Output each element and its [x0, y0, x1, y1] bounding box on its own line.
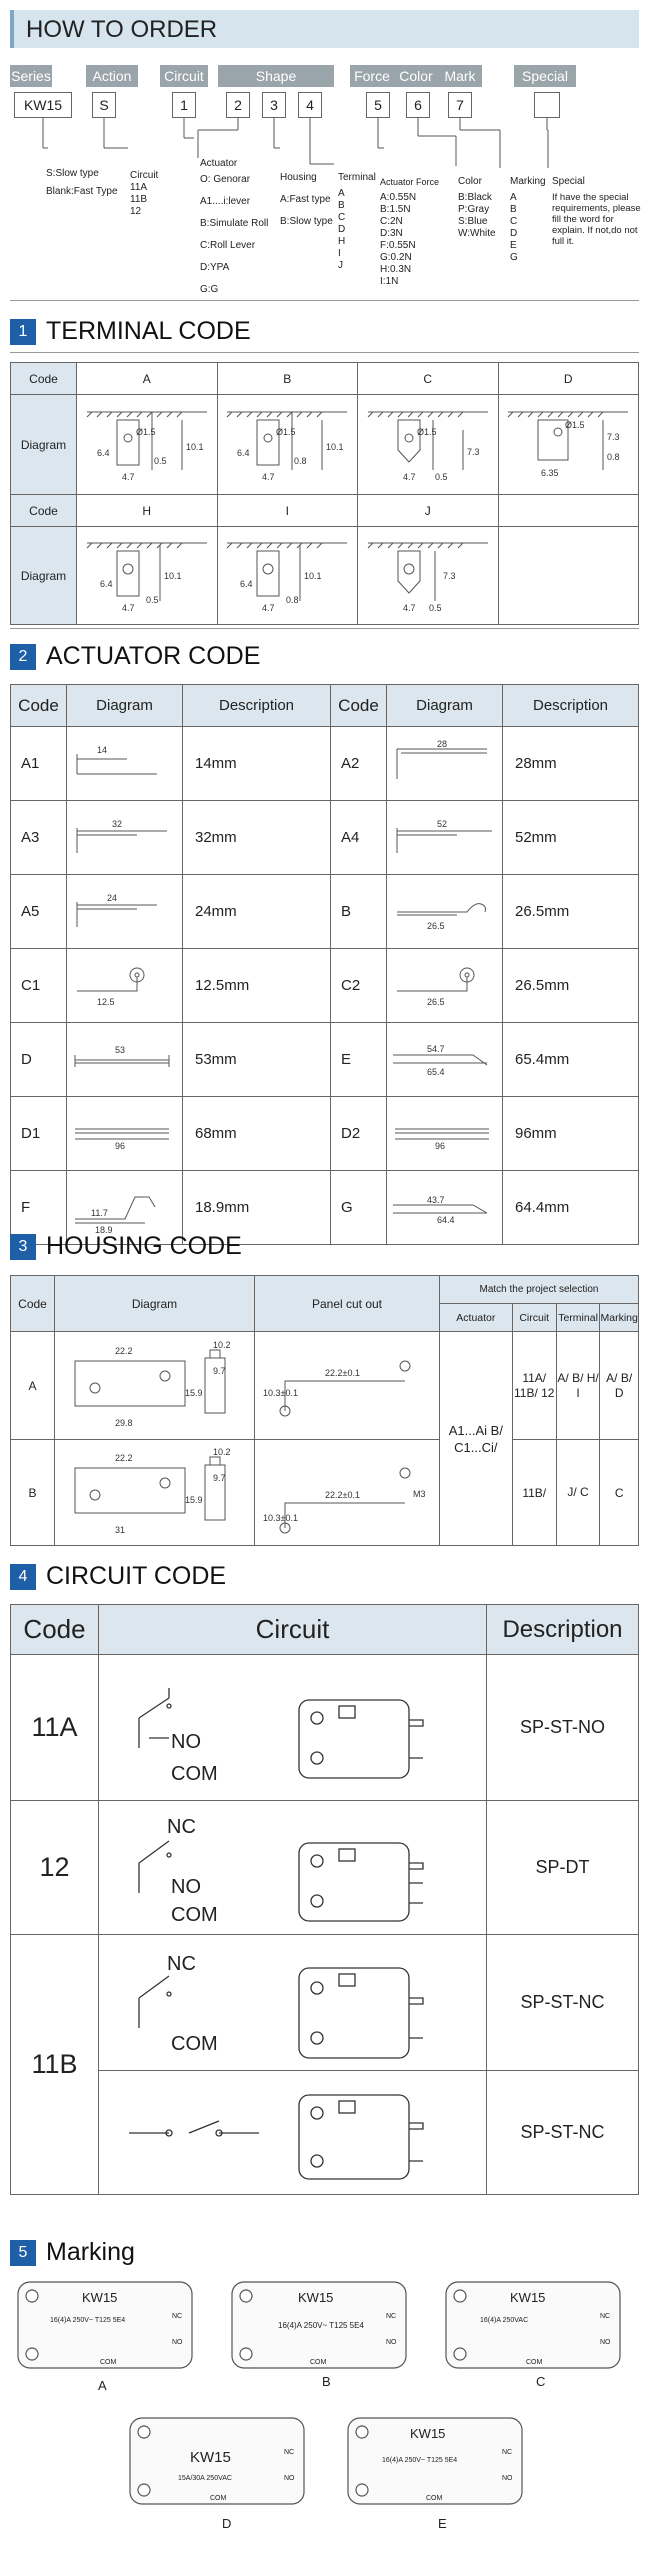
- terminal-diagram-j: [358, 527, 499, 625]
- section-actuator-header: 2 ACTUATOR CODE: [10, 641, 639, 675]
- actuator-row: D 53 53mm E 54.7 65.4 65.4mm: [11, 1023, 639, 1097]
- svg-text:A: A: [98, 2378, 107, 2393]
- force-options: Actuator Force A:0.55N B:1.5N C:2N D:3N F:0.55N G:0.2N H:0.3N I:1N: [380, 177, 440, 287]
- svg-text:18.9: 18.9: [95, 1224, 113, 1233]
- svg-text:65.4: 65.4: [427, 1066, 445, 1077]
- actuator-row: D1 96 68mm D2 96 96mm: [11, 1097, 639, 1171]
- svg-text:26.5: 26.5: [427, 996, 445, 1007]
- svg-text:10.1: 10.1: [304, 570, 322, 581]
- svg-text:COM: COM: [526, 2359, 543, 2366]
- actuator-table: Code Diagram Description Code Diagram Description A1 14 14mm A2 28 28mm A3 32 32mm A4 52 52mm A5 24 24mm B 26.5 26.5mm C1 12.5 12.5mm C2 26.5 26.5mm D 53 53mm E 54.7 65.4 65.4mm D1 96 68mm D2 96 96mm F 11.7 18.9 18.9mm G 43.7 64.4 64.4mm: [10, 684, 639, 1245]
- svg-text:COM: COM: [210, 2495, 227, 2502]
- svg-text:NO: NO: [171, 1875, 201, 1898]
- svg-text:NC: NC: [502, 2449, 513, 2456]
- svg-text:E: E: [438, 2516, 447, 2531]
- svg-text:15.9: 15.9: [185, 1387, 203, 1398]
- svg-text:4.7: 4.7: [262, 602, 275, 613]
- svg-text:0.8: 0.8: [286, 594, 299, 605]
- terminal-code: A: [77, 363, 218, 395]
- svg-text:M3: M3: [413, 1488, 426, 1499]
- svg-text:16(4)A 250V~ T125 5E4: 16(4)A 250V~ T125 5E4: [50, 2317, 126, 2324]
- housing-row: B 22.2 31 15.9 10.2 9.7 22.2±0.1 10.3±0.1 M3 11B/ J/ C C: [11, 1440, 639, 1546]
- svg-text:Ø1.5: Ø1.5: [276, 426, 296, 437]
- marking-samples: [10, 2278, 639, 2558]
- code-shape-terminal: 4: [298, 92, 322, 118]
- circuit-row: 11A NO COM SP-ST-NO: [11, 1655, 639, 1801]
- svg-text:Ø1.5: Ø1.5: [565, 419, 585, 430]
- svg-text:KW15: KW15: [298, 2290, 334, 2305]
- terminal-diagram-label: Diagram: [11, 527, 77, 625]
- actuator-row: C1 12.5 12.5mm C2 26.5 26.5mm: [11, 949, 639, 1023]
- code-series: KW15: [14, 92, 72, 118]
- color-options: Color B:Black P:Gray S:Blue W:White: [458, 176, 496, 239]
- svg-text:53: 53: [115, 1044, 126, 1055]
- special-options: Special If have the special requirements, please fill the word for explain. If not,do not full it.: [552, 176, 641, 247]
- section-marking-header: 5 Marking: [10, 2237, 639, 2271]
- svg-text:NC: NC: [172, 2313, 183, 2320]
- svg-text:4.7: 4.7: [402, 602, 416, 613]
- svg-text:16(4)A 250V~ T125 5E4: 16(4)A 250V~ T125 5E4: [382, 2457, 458, 2464]
- svg-text:64.4: 64.4: [437, 1214, 455, 1225]
- code-special: [534, 92, 560, 118]
- svg-text:10.3±0.1: 10.3±0.1: [263, 1512, 298, 1523]
- svg-text:NO: NO: [284, 2475, 295, 2482]
- svg-text:10.3±0.1: 10.3±0.1: [263, 1387, 298, 1398]
- svg-text:C: C: [536, 2374, 546, 2389]
- svg-text:COM: COM: [100, 2359, 117, 2366]
- housing-options: Housing A:Fast type B:Slow type: [280, 172, 333, 227]
- circuit-row: SP-ST-NC: [11, 2071, 639, 2195]
- svg-text:31: 31: [115, 1524, 126, 1535]
- svg-text:28: 28: [437, 738, 448, 749]
- svg-text:6.4: 6.4: [96, 447, 110, 458]
- svg-text:32: 32: [112, 818, 123, 829]
- svg-text:10.1: 10.1: [163, 570, 182, 581]
- svg-text:16(4)A 250VAC: 16(4)A 250VAC: [480, 2317, 529, 2324]
- actuator-row: A3 32 32mm A4 52 52mm: [11, 801, 639, 875]
- svg-text:6.4: 6.4: [99, 578, 113, 589]
- housing-row: A 22.2 29.8 15.9 10.2 9.7 22.2±0.1 10.3±0.1 A1...Ai B/ C1...Ci/ 11A/ 11B/ 12 A/ B/ H/ I A/ B/ D: [11, 1332, 639, 1440]
- label-shape: Shape: [218, 65, 334, 87]
- svg-text:4.7: 4.7: [121, 602, 135, 613]
- circuit-table: Code Circuit Description 11A NO COM SP-ST-NO 12 NC NO COM SP-DT 11B NC COM SP-ST-NC SP-ST-NC: [10, 1604, 639, 2195]
- svg-text:11.7: 11.7: [91, 1207, 108, 1218]
- label-special: Special: [514, 65, 576, 87]
- svg-text:0.5: 0.5: [145, 594, 159, 605]
- terminal-diagram-label: Diagram: [11, 395, 77, 495]
- svg-text:COM: COM: [171, 2032, 218, 2055]
- section-terminal-header: 1 TERMINAL CODE: [10, 316, 639, 350]
- svg-text:0.8: 0.8: [607, 451, 620, 462]
- label-action: Action: [86, 65, 138, 87]
- action-options: S:Slow type Blank:Fast Type: [46, 168, 118, 197]
- svg-text:15A/30A 250VAC: 15A/30A 250VAC: [178, 2475, 232, 2482]
- svg-text:10.1: 10.1: [326, 441, 344, 452]
- svg-text:NC: NC: [386, 2313, 397, 2320]
- svg-text:COM: COM: [171, 1762, 218, 1785]
- terminal-code: I: [217, 495, 358, 527]
- terminal-diagram-a: [77, 395, 218, 495]
- terminal-code: C: [358, 363, 499, 395]
- circuit-options: Circuit 11A 11B 12: [130, 170, 159, 217]
- svg-text:4.7: 4.7: [262, 471, 275, 482]
- svg-text:10.2: 10.2: [213, 1446, 231, 1457]
- svg-text:COM: COM: [426, 2495, 443, 2502]
- svg-text:COM: COM: [310, 2359, 327, 2366]
- housing-table: Code Diagram Panel cut out Match the project selection Actuator Circuit Terminal Marking A 22.2 29.8 15.9 10.2 9.7 22.2±0.1 10.3±0.1 A1...Ai B/ C1...Ci/ 11A/ 11B/ 12 A/ B/ H/ I A/ B/ D B 22.2 31 15.9 10.2 9.7 22.2±0.1 10.3±0.1 M3 11B/ J/ C C: [10, 1275, 639, 1546]
- svg-text:KW15: KW15: [190, 2449, 231, 2466]
- svg-text:7.3: 7.3: [607, 431, 620, 442]
- terminal-code-label: Code: [11, 495, 77, 527]
- circuit-row: 11B NC COM SP-ST-NC: [11, 1935, 639, 2071]
- terminal-code: H: [77, 495, 218, 527]
- terminal-table: [10, 362, 639, 625]
- svg-text:NO: NO: [172, 2339, 183, 2346]
- svg-text:96: 96: [435, 1140, 446, 1151]
- svg-text:14: 14: [97, 744, 108, 755]
- svg-text:0.5: 0.5: [153, 455, 167, 466]
- code-shape-housing: 3: [262, 92, 286, 118]
- svg-text:0.5: 0.5: [428, 602, 442, 613]
- svg-text:12.5: 12.5: [97, 996, 115, 1007]
- svg-text:10.1: 10.1: [185, 441, 204, 452]
- svg-text:22.2: 22.2: [115, 1452, 133, 1463]
- svg-text:16(4)A 250V~ T125 5E4: 16(4)A 250V~ T125 5E4: [278, 2321, 364, 2330]
- svg-text:6.4: 6.4: [240, 578, 253, 589]
- label-circuit: Circuit: [160, 65, 208, 87]
- svg-text:NC: NC: [284, 2449, 295, 2456]
- svg-text:54.7: 54.7: [427, 1043, 445, 1054]
- svg-text:NO: NO: [386, 2339, 397, 2346]
- svg-text:29.8: 29.8: [115, 1417, 133, 1428]
- svg-text:KW15: KW15: [410, 2426, 446, 2441]
- actuator-row: A5 24 24mm B 26.5 26.5mm: [11, 875, 639, 949]
- label-series: Series: [10, 65, 52, 87]
- terminal-diagram-i: [217, 527, 358, 625]
- svg-text:B: B: [322, 2374, 331, 2389]
- label-force: Force: [350, 65, 394, 87]
- label-mark: Mark: [438, 65, 482, 87]
- svg-text:26.5: 26.5: [427, 920, 445, 931]
- svg-text:NO: NO: [502, 2475, 513, 2482]
- section-housing-header: 3 HOUSING CODE: [10, 1231, 639, 1265]
- code-force: 5: [366, 92, 390, 118]
- svg-text:0.8: 0.8: [294, 455, 307, 466]
- svg-text:10.2: 10.2: [213, 1339, 231, 1350]
- svg-text:9.7: 9.7: [213, 1365, 226, 1376]
- svg-text:9.7: 9.7: [213, 1472, 226, 1483]
- svg-text:24: 24: [107, 892, 118, 903]
- svg-text:22.2±0.1: 22.2±0.1: [325, 1367, 360, 1378]
- terminal-code: D: [498, 363, 639, 395]
- svg-text:KW15: KW15: [82, 2290, 118, 2305]
- terminal-options: Terminal A B C D H I J: [338, 172, 376, 271]
- terminal-code: J: [358, 495, 499, 527]
- actuator-options: Actuator O: Genorar A1....i:lever B:Simulate Roll C:Roll Lever D:YPA G:G: [200, 158, 269, 295]
- svg-text:0.5: 0.5: [434, 471, 448, 482]
- svg-text:NO: NO: [600, 2339, 611, 2346]
- svg-text:15.9: 15.9: [185, 1494, 203, 1505]
- how-to-order-banner: [10, 10, 639, 48]
- svg-text:22.2±0.1: 22.2±0.1: [325, 1489, 360, 1500]
- svg-text:COM: COM: [171, 1903, 218, 1926]
- terminal-diagram-c: [358, 395, 499, 495]
- svg-text:6.35: 6.35: [541, 467, 559, 478]
- code-mark: 7: [448, 92, 472, 118]
- code-color: 6: [406, 92, 430, 118]
- terminal-diagram-b: [217, 395, 358, 495]
- svg-text:Ø1.5: Ø1.5: [416, 426, 437, 437]
- svg-text:52: 52: [437, 818, 448, 829]
- terminal-diagram-h: [77, 527, 218, 625]
- terminal-code-label: Code: [11, 363, 77, 395]
- svg-text:96: 96: [115, 1140, 126, 1151]
- svg-text:KW15: KW15: [510, 2290, 546, 2305]
- svg-text:NC: NC: [167, 1952, 196, 1975]
- svg-text:43.7: 43.7: [427, 1194, 445, 1205]
- how-to-order-title: HOW TO ORDER: [26, 16, 218, 43]
- section-circuit-header: 4 CIRCUIT CODE: [10, 1561, 639, 1595]
- svg-text:6.4: 6.4: [237, 447, 250, 458]
- marking-options: Marking A B C D E G: [510, 176, 546, 263]
- actuator-row: F 11.7 18.9 18.9mm G 43.7 64.4 64.4mm: [11, 1171, 639, 1245]
- svg-text:7.3: 7.3: [442, 570, 456, 581]
- svg-text:4.7: 4.7: [402, 471, 416, 482]
- terminal-code: B: [217, 363, 358, 395]
- circuit-row: 12 NC NO COM SP-DT: [11, 1801, 639, 1935]
- svg-text:NC: NC: [167, 1815, 196, 1838]
- terminal-diagram-d: [498, 395, 639, 495]
- svg-text:22.2: 22.2: [115, 1345, 133, 1356]
- code-action: S: [92, 92, 116, 118]
- svg-text:4.7: 4.7: [121, 471, 135, 482]
- code-shape-actuator: 2: [226, 92, 250, 118]
- svg-text:D: D: [222, 2516, 232, 2531]
- svg-text:NO: NO: [171, 1730, 201, 1753]
- svg-text:Ø1.5: Ø1.5: [135, 426, 156, 437]
- code-circuit: 1: [172, 92, 196, 118]
- actuator-row: A1 14 14mm A2 28 28mm: [11, 727, 639, 801]
- label-color: Color: [394, 65, 438, 87]
- svg-text:NC: NC: [600, 2313, 611, 2320]
- svg-text:7.3: 7.3: [466, 446, 480, 457]
